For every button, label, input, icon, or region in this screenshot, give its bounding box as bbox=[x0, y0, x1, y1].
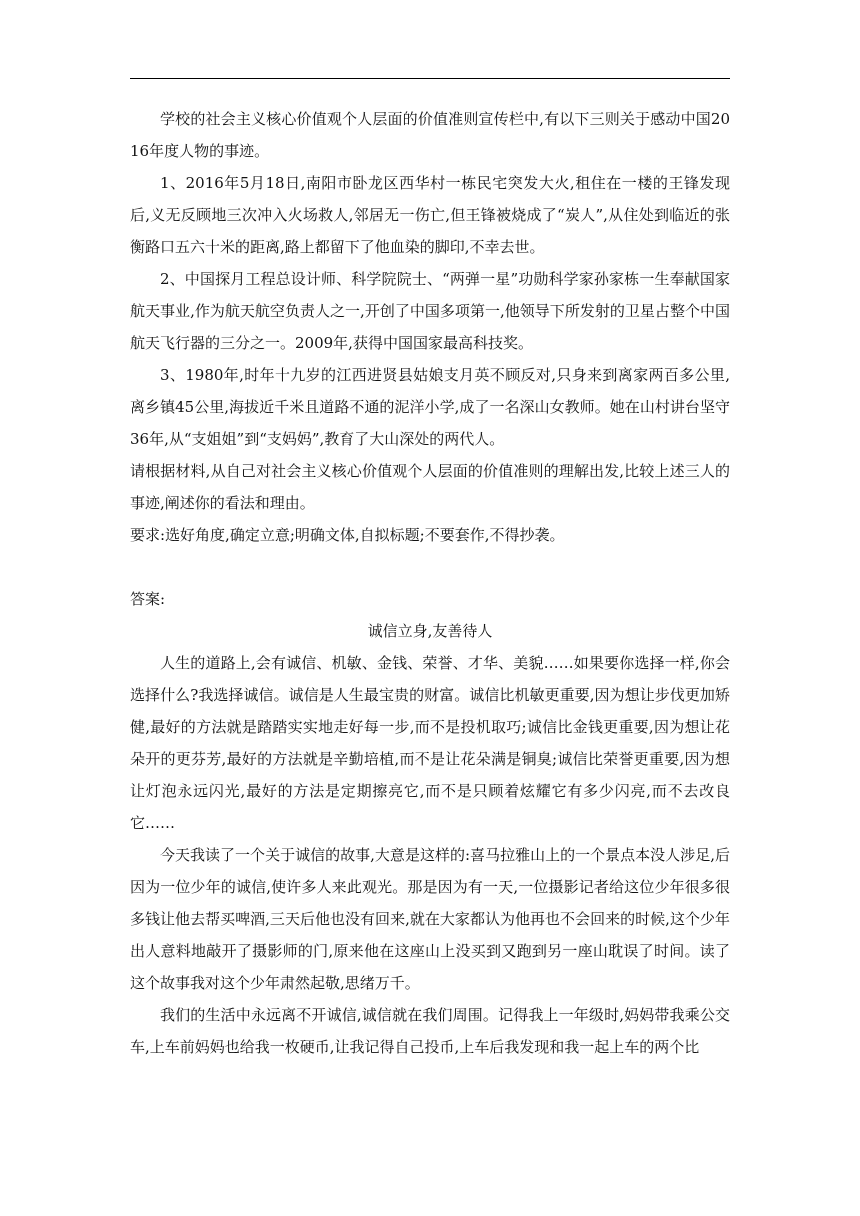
question-item-3: 3、1980年,时年十九岁的江西进贤县姑娘支月英不顾反对,只身来到离家两百多公里,离乡镇45公里,海拔近千米且道路不通的泥洋小学,成了一名深山女教师。她在山村讲台坚守36年,从“支姐姐”到“支妈妈”,教育了大山深处的两代人。 bbox=[130, 366, 730, 448]
question-intro: 学校的社会主义核心价值观个人层面的价值准则宣传栏中,有以下三则关于感动中国2016年度人物的事迹。 bbox=[130, 110, 730, 160]
header-rule bbox=[130, 78, 730, 79]
essay-paragraph-1: 人生的道路上,会有诚信、机敏、金钱、荣誉、才华、美貌……如果要你选择一样,你会选择什么?我选择诚信。诚信是人生最宝贵的财富。诚信比机敏更重要,因为想让步伐更加矫健,最好的方法就是踏踏实实地走好每一步,而不是投机取巧;诚信比金钱更重要,因为想让花朵开的更芬芳,最好的方法就是辛勤培植,而不是让花朵满是铜臭;诚信比荣誉更重要,因为想让灯泡永远闪光,最好的方法是定期擦亮它,而不是只顾着炫耀它有多少闪亮,而不去改良它…… bbox=[130, 654, 730, 832]
question-prompt: 请根据材料,从自己对社会主义核心价值观个人层面的价值准则的理解出发,比较上述三人的事迹,阐述你的看法和理由。 bbox=[130, 462, 730, 512]
essay-paragraph-2: 今天我读了一个关于诚信的故事,大意是这样的:喜马拉雅山上的一个景点本没人涉足,后因为一位少年的诚信,使许多人来此观光。那是因为有一天,一位摄影记者给这位少年很多很多钱让他去帮买啤酒,三天后他也没有回来,就在大家都认为他再也不会回来的时候,这个少年出人意料地敲开了摄影师的门,原来他在这座山上没买到又跑到另一座山耽误了时间。读了这个故事我对这个少年肃然起敬,思绪万千。 bbox=[130, 846, 730, 992]
question-requirement: 要求:选好角度,确定立意;明确文体,自拟标题;不要套作,不得抄袭。 bbox=[130, 526, 565, 544]
question-item-2: 2、中国探月工程总设计师、科学院院士、“两弹一星”功勋科学家孙家栋一生奉献国家航天事业,作为航天航空负责人之一,开创了中国多项第一,他领导下所发射的卫星占整个中国航天飞行器的三分之一。2009年,获得中国国家最高科技奖。 bbox=[130, 270, 730, 352]
document-body bbox=[130, 103, 730, 1063]
answer-label: 答案: bbox=[130, 590, 166, 608]
essay-title: 诚信立身,友善待人 bbox=[367, 622, 493, 640]
question-item-1: 1、2016年5月18日,南阳市卧龙区西华村一栋民宅突发大火,租住在一楼的王锋发现后,义无反顾地三次冲入火场救人,邻居无一伤亡,但王锋被烧成了“炭人”,从住处到临近的张衡路口五六十米的距离,路上都留下了他血染的脚印,不幸去世。 bbox=[130, 174, 730, 256]
essay-paragraph-3: 我们的生活中永远离不开诚信,诚信就在我们周围。记得我上一年级时,妈妈带我乘公交车,上车前妈妈也给我一枚硬币,让我记得自己投币,上车后我发现和我一起上车的两个比 bbox=[130, 1006, 730, 1056]
